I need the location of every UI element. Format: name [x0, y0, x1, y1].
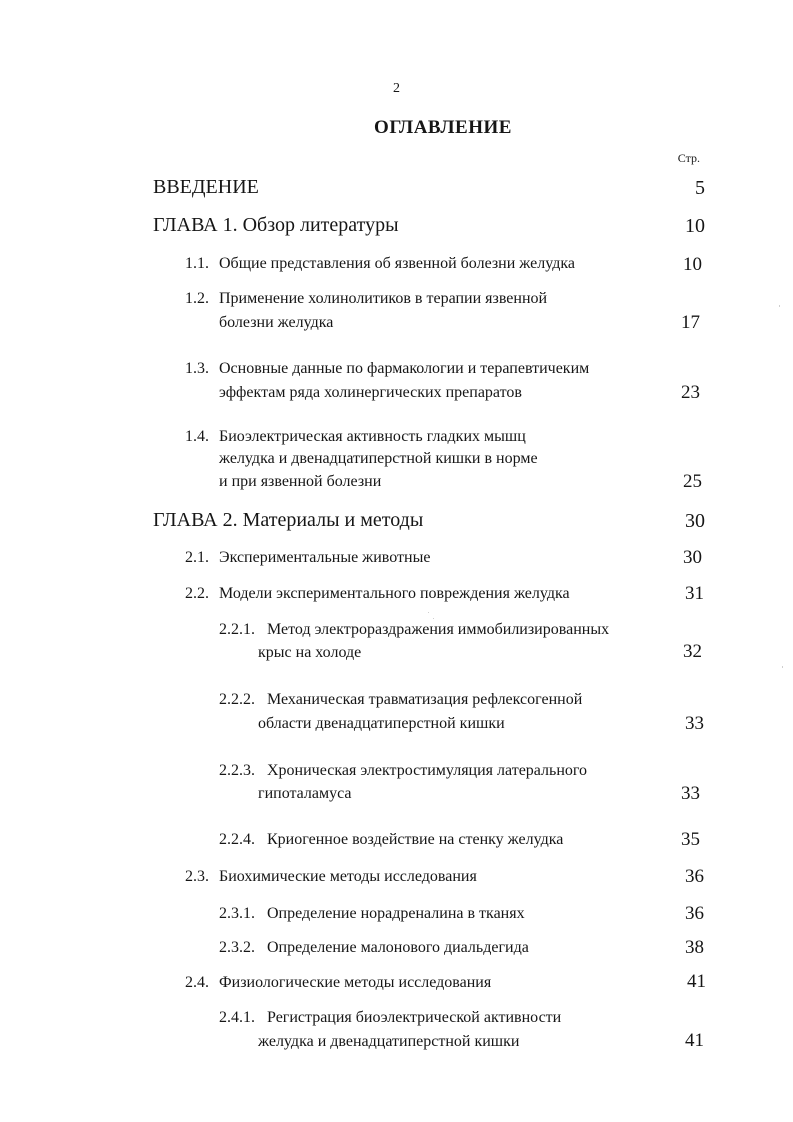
toc-entry-text: Материалы и методы: [242, 509, 424, 531]
toc-entry-text: Обзор литературы: [242, 214, 399, 236]
toc-entry-number: 1.2.: [185, 290, 209, 307]
toc-entry-number: 2.2.4.: [219, 831, 255, 848]
toc-entry-text-cont: болезни желудка: [219, 314, 334, 331]
toc-entry-text: Экспериментальные животные: [219, 549, 431, 566]
toc-entry-text-cont: области двенадцатиперстной кишки: [258, 715, 505, 732]
toc-entry-number: ГЛАВА 2.: [153, 509, 238, 531]
toc-entry-page: 23: [681, 382, 700, 403]
toc-entry-number: 2.3.1.: [219, 905, 255, 922]
scan-speck: [428, 612, 429, 613]
toc-entry-page: 38: [685, 937, 704, 958]
toc-entry-text-cont: крыс на холоде: [258, 644, 362, 661]
toc-entry-text: Биоэлектрическая активность гладких мышц: [219, 428, 526, 445]
toc-entry-text: Применение холинолитиков в терапии язвенной: [219, 290, 548, 307]
toc-entry-page: 25: [683, 471, 702, 492]
toc-entry-text: Биохимические методы исследования: [219, 868, 477, 885]
toc-entry-page: 36: [685, 903, 704, 924]
toc-entry-number: 2.2.3.: [219, 762, 255, 779]
toc-entry-text-cont: эффектам ряда холинергических препаратов: [219, 384, 522, 401]
toc-entry-number: 2.4.: [185, 974, 209, 991]
toc-entry-number: 1.4.: [185, 428, 209, 445]
toc-entry-text: Основные данные по фармакологии и терапевтичеким: [219, 360, 590, 377]
toc-entry-page: 35: [681, 829, 700, 850]
toc-entry-text: Определение норадреналина в тканях: [267, 905, 525, 922]
page-number: 2: [393, 81, 400, 96]
toc-entry-number: 1.3.: [185, 360, 209, 377]
toc-entry-number: 2.3.2.: [219, 939, 255, 956]
toc-entry-page: 10: [685, 215, 705, 237]
toc-entry-number: 2.2.1.: [219, 621, 255, 638]
toc-entry-page: 33: [681, 783, 700, 804]
toc-entry-text: ВВЕДЕНИЕ: [153, 176, 259, 198]
toc-entry-text-cont: гипоталамуса: [258, 785, 352, 802]
toc-entry-page: 31: [685, 583, 704, 604]
toc-entry-text: Определение малонового диальдегида: [267, 939, 529, 956]
toc-entry-page: 10: [683, 254, 702, 275]
toc-entry-number: 1.1.: [185, 255, 209, 272]
toc-entry-text: Криогенное воздействие на стенку желудка: [267, 831, 564, 848]
toc-entry-page: 30: [683, 547, 702, 568]
toc-entry-text: Общие представления об язвенной болезни желудка: [219, 255, 575, 272]
scan-speck: [433, 618, 434, 619]
toc-entry-number: 2.2.2.: [219, 691, 255, 708]
page-title: ОГЛАВЛЕНИЕ: [374, 117, 512, 138]
toc-entry-page: 30: [685, 510, 705, 532]
toc-entry-page: 17: [681, 312, 700, 333]
toc-entry-page: 41: [685, 1030, 704, 1051]
toc-entry-page: 33: [685, 713, 704, 734]
toc-entry-page: 32: [683, 641, 702, 662]
toc-entry-number: 2.2.: [185, 585, 209, 602]
toc-entry-text-cont: желудка и двенадцатиперстной кишки в норме: [219, 450, 538, 467]
toc-entry-page: 36: [685, 866, 704, 887]
toc-entry-number: ГЛАВА 1.: [153, 214, 238, 236]
toc-entry-text: Механическая травматизация рефлексогенной: [267, 691, 583, 708]
toc-entry-text-cont: и при язвенной болезни: [219, 473, 382, 490]
toc-entry-page: 5: [695, 177, 705, 199]
toc-entry-text-cont: желудка и двенадцатиперстной кишки: [258, 1033, 520, 1050]
toc-chapter-2: [153, 510, 423, 530]
scan-speck: [779, 305, 780, 307]
toc-entry-page: 41: [687, 971, 706, 992]
scan-speck: [782, 666, 783, 668]
toc-entry-text: Регистрация биоэлектрической активности: [267, 1009, 562, 1026]
toc-entry-number: 2.1.: [185, 549, 209, 566]
toc-entry-text: Метод электрораздражения иммобилизированных: [267, 621, 610, 638]
toc-chapter-1: [153, 215, 399, 235]
toc-entry-text: Модели экспериментального повреждения желудка: [219, 585, 570, 602]
toc-entry-text: Физиологические методы исследования: [219, 974, 492, 991]
page-column-label: Стр.: [677, 151, 700, 165]
toc-entry-number: 2.4.1.: [219, 1009, 255, 1026]
toc-entry-number: 2.3.: [185, 868, 209, 885]
toc-entry-text: Хроническая электростимуляция латерального: [267, 762, 588, 779]
